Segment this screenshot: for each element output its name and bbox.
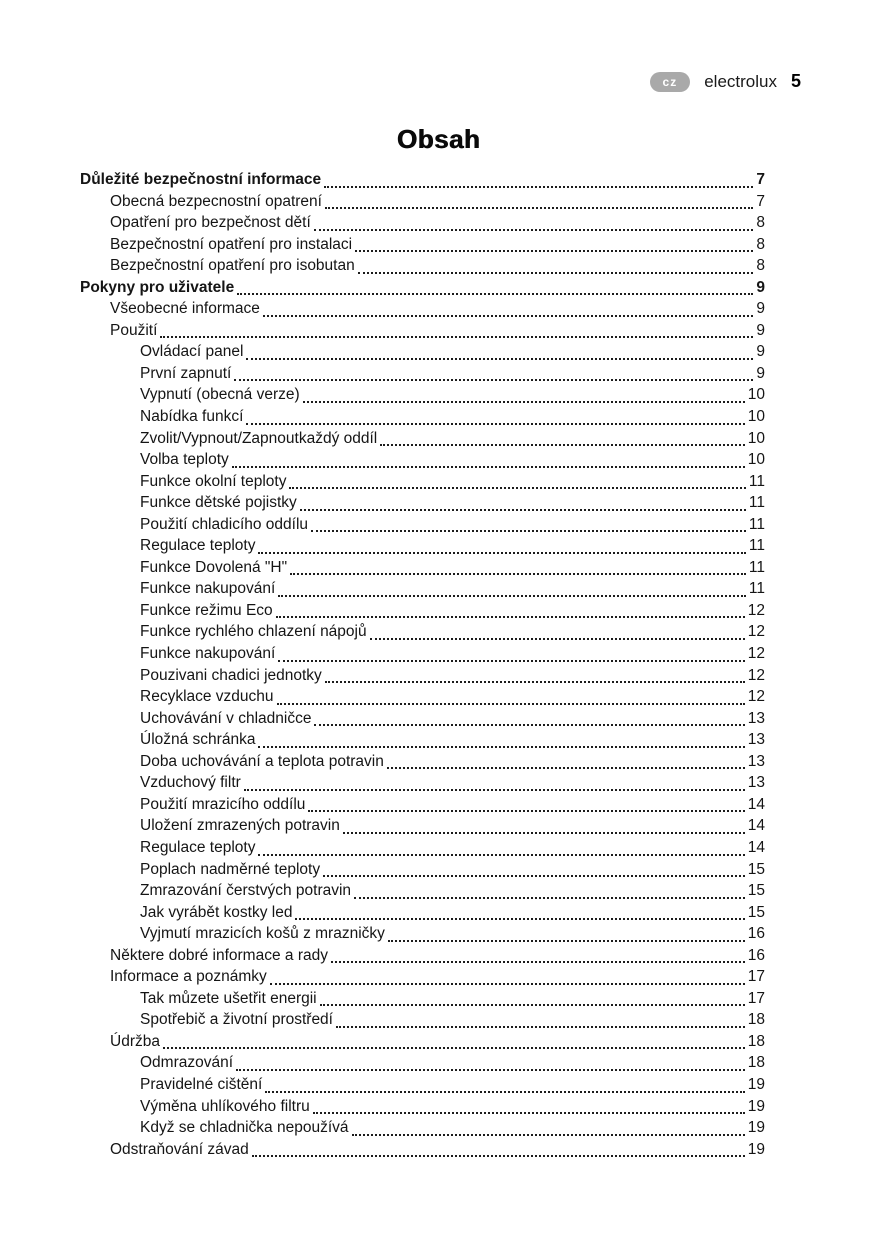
toc-entry-label: Funkce režimu Eco (140, 601, 273, 619)
toc-entry-label: Jak vyrábět kostky led (140, 903, 293, 921)
toc-entry-label: Funkce nakupování (140, 580, 276, 598)
toc-entry (80, 882, 765, 904)
toc-entry (80, 623, 765, 645)
toc-entry-page: 13 (747, 709, 765, 727)
dotted-leader (349, 1119, 748, 1141)
toc-entry (80, 365, 765, 387)
toc-entry-page: 8 (756, 257, 765, 275)
toc-entry-label: Pokyny pro uživatele (80, 278, 235, 296)
toc-entry (80, 645, 765, 667)
toc-entry (80, 516, 765, 538)
toc-entry-page: 9 (756, 343, 765, 361)
toc-entry-page: 8 (756, 214, 765, 232)
dotted-leader (249, 1141, 748, 1163)
dotted-leader (377, 430, 748, 452)
toc-entry (80, 386, 765, 408)
toc-entry-page: 19 (747, 1119, 765, 1137)
toc-entry-page: 16 (747, 925, 765, 943)
toc-entry-page: 10 (747, 451, 765, 469)
toc-entry-label: Poplach nadměrné teploty (140, 860, 321, 878)
dotted-leader (333, 1011, 748, 1033)
toc-entry-label: Nabídka funkcí (140, 408, 244, 426)
page-title: Obsah (396, 124, 481, 154)
toc-entry-page: 11 (748, 494, 765, 512)
toc-entry (80, 731, 765, 753)
toc-entry-page: 18 (747, 1054, 765, 1072)
dotted-leader (305, 796, 747, 818)
toc-entry-page: 12 (747, 666, 765, 684)
page-header (650, 71, 801, 92)
toc-entry-label: Spotřebič a životní prostředí (140, 1011, 333, 1029)
dotted-leader (328, 947, 748, 969)
toc-entry-label: Funkce dětské pojistky (140, 494, 297, 512)
toc-entry (80, 343, 765, 365)
dotted-leader (308, 516, 749, 538)
toc-entry-label: Vyjmutí mrazicích košů z mrazničky (140, 925, 385, 943)
brand-name: electrolux (704, 71, 777, 91)
toc-entry (80, 408, 765, 430)
toc-entry-page: 9 (756, 278, 765, 296)
toc-entry-page: 18 (747, 1011, 765, 1029)
dotted-leader (317, 990, 748, 1012)
toc-entry (80, 796, 765, 818)
toc-entry-label: Použití chladicího oddílu (140, 515, 309, 533)
dotted-leader (260, 300, 756, 322)
toc-entry (80, 602, 765, 624)
dotted-leader (311, 214, 757, 236)
toc-entry-label: Údržba (110, 1032, 160, 1050)
toc-entry (80, 1076, 765, 1098)
toc-entry-label: Výměna uhlíkového filtru (140, 1097, 310, 1115)
toc-entry (80, 559, 765, 581)
toc-entry-page: 9 (756, 321, 765, 339)
dotted-leader (275, 580, 749, 602)
dotted-leader (367, 623, 748, 645)
toc-entry-label: Pouzivani chadici jednotky (140, 666, 322, 684)
toc-entry (80, 904, 765, 926)
toc-entry-label: Volba teploty (140, 451, 229, 469)
toc-entry-label: Úložná schránka (140, 731, 256, 749)
toc-entry-label: Všeobecné informace (110, 300, 260, 318)
toc-entry (80, 214, 765, 236)
toc-entry (80, 861, 765, 883)
toc-entry-label: Funkce okolní teploty (140, 472, 287, 490)
dotted-leader (287, 559, 749, 581)
toc-entry (80, 990, 765, 1012)
toc-entry-label: Odstraňování závad (110, 1140, 249, 1158)
dotted-leader (322, 193, 756, 215)
toc-entry-page: 13 (747, 774, 765, 792)
toc-entry-label: Vzduchový filtr (140, 774, 241, 792)
toc-entry (80, 171, 765, 193)
toc-entry (80, 580, 765, 602)
dotted-leader (157, 322, 756, 344)
dotted-leader (243, 343, 756, 365)
toc-entry-page: 10 (747, 386, 765, 404)
toc-entry-label: Doba uchovávání a teplota potravin (140, 752, 384, 770)
toc-entry-page: 9 (756, 300, 765, 318)
toc-entry-page: 13 (747, 731, 765, 749)
toc-entry (80, 236, 765, 258)
toc-entry-page: 11 (748, 515, 765, 533)
toc-entry-page: 14 (747, 795, 765, 813)
toc-entry (80, 494, 765, 516)
toc-entry (80, 300, 765, 322)
dotted-leader (160, 1033, 748, 1055)
toc-entry-page: 14 (747, 838, 765, 856)
toc-entry (80, 1054, 765, 1076)
dotted-leader (384, 753, 748, 775)
toc-entry-page: 12 (747, 601, 765, 619)
toc-entry-page: 13 (747, 752, 765, 770)
toc-entry-label: Regulace teploty (140, 838, 256, 856)
toc-entry (80, 473, 765, 495)
toc-entry-label: Bezpečnostní opatření pro isobutan (110, 257, 355, 275)
toc-entry-page: 7 (756, 171, 765, 188)
dotted-leader (321, 171, 756, 193)
dotted-leader (351, 882, 748, 904)
dotted-leader (229, 451, 748, 473)
toc-entry-page: 17 (747, 968, 765, 986)
toc-entry-page: 14 (747, 817, 765, 835)
toc-entry-page: 11 (748, 472, 765, 490)
toc-entry-label: Regulace teploty (140, 537, 256, 555)
toc-entry-label: Použití mrazicího oddílu (140, 795, 306, 813)
toc-entry-label: Uchovávání v chladničce (140, 709, 312, 727)
toc-entry-page: 12 (747, 688, 765, 706)
toc-entry-label: Pravidelné cištění (140, 1075, 263, 1093)
toc-entry (80, 193, 765, 215)
dotted-leader (262, 1076, 747, 1098)
toc-entry-page: 12 (747, 645, 765, 663)
dotted-leader (352, 236, 756, 258)
toc-entry-label: Funkce Dovolená "H" (140, 558, 288, 576)
toc-entry-label: Informace a poznámky (110, 968, 267, 986)
language-badge: cz (650, 72, 691, 92)
dotted-leader (310, 1098, 748, 1120)
toc-entry-page: 7 (756, 192, 765, 210)
toc-entry (80, 1033, 765, 1055)
toc-entry-page: 19 (747, 1097, 765, 1115)
dotted-leader (385, 925, 748, 947)
dotted-leader (322, 667, 748, 689)
toc-entry (80, 1141, 765, 1163)
dotted-leader (273, 602, 748, 624)
dotted-leader (267, 968, 748, 990)
dotted-leader (292, 904, 747, 926)
toc-entry-label: Použití (110, 321, 158, 339)
dotted-leader (255, 537, 748, 559)
toc-entry (80, 667, 765, 689)
toc-entry (80, 925, 765, 947)
toc-entry-label: Opatření pro bezpečnost dětí (110, 214, 311, 232)
toc-entry (80, 839, 765, 861)
toc-entry-label: Některe dobré informace a rady (110, 946, 328, 964)
toc-entry-label: Funkce nakupování (140, 645, 276, 663)
page-number: 5 (790, 71, 801, 91)
toc-entry-label: Tak můzete ušetřit energii (140, 989, 317, 1007)
toc-entry-page: 11 (748, 558, 765, 576)
dotted-leader (233, 1054, 748, 1076)
dotted-leader (231, 365, 756, 387)
toc-entry-page: 19 (747, 1075, 765, 1093)
dotted-leader (300, 386, 748, 408)
toc-entry-label: Zvolit/Vypnout/Zapnoutkaždý oddíl (140, 429, 378, 447)
toc-entry-label: První zapnutí (140, 364, 232, 382)
toc-entry (80, 1098, 765, 1120)
dotted-leader (243, 408, 747, 430)
toc-entry-page: 15 (747, 860, 765, 878)
toc-entry-label: Vypnutí (obecná verze) (140, 386, 300, 404)
dotted-leader (255, 731, 747, 753)
toc-entry (80, 968, 765, 990)
toc-entry-page: 9 (756, 364, 765, 382)
toc-entry-label: Recyklace vzduchu (140, 688, 274, 706)
dotted-leader (234, 279, 756, 301)
toc-entry-label: Důležité bezpečnostní informace (80, 171, 322, 188)
toc-entry-page: 17 (747, 989, 765, 1007)
toc-entry-page: 11 (748, 537, 765, 555)
toc-entry-label: Zmrazování čerstvých potravin (140, 882, 352, 900)
toc-entry-page: 19 (747, 1140, 765, 1158)
toc-entry-label: Funkce rychlého chlazení nápojů (140, 623, 367, 641)
toc-entry-page: 11 (748, 580, 765, 598)
dotted-leader (274, 688, 748, 710)
toc-entry-label: Uložení zmrazených potravin (140, 817, 340, 835)
toc-entry-page: 8 (756, 235, 765, 253)
toc-entry-label: Odmrazování (140, 1054, 234, 1072)
toc-entry-label: Bezpečnostní opatření pro instalaci (110, 235, 353, 253)
toc-entry (80, 279, 765, 301)
toc-entry-page: 18 (747, 1032, 765, 1050)
dotted-leader (355, 257, 757, 279)
toc-entry-label: Když se chladnička nepoužívá (140, 1119, 349, 1137)
dotted-leader (311, 710, 747, 732)
toc-entry-page: 12 (747, 623, 765, 641)
dotted-leader (255, 839, 747, 861)
dotted-leader (241, 774, 748, 796)
table-of-contents (80, 171, 765, 1162)
toc-entry (80, 322, 765, 344)
toc-entry (80, 430, 765, 452)
toc-entry (80, 710, 765, 732)
toc-entry-label: Obecná bezpecnostní opatrení (110, 192, 322, 210)
toc-entry-label: Ovládací panel (140, 343, 244, 361)
dotted-leader (286, 473, 748, 495)
toc-entry (80, 451, 765, 473)
toc-entry (80, 817, 765, 839)
toc-entry (80, 688, 765, 710)
toc-entry-page: 15 (747, 903, 765, 921)
toc-entry-page: 10 (747, 429, 765, 447)
toc-entry-page: 10 (747, 408, 765, 426)
toc-entry-page: 16 (747, 946, 765, 964)
dotted-leader (340, 817, 748, 839)
toc-entry-page: 15 (747, 882, 765, 900)
dotted-leader (275, 645, 747, 667)
toc-entry (80, 753, 765, 775)
toc-entry (80, 947, 765, 969)
toc-entry (80, 1119, 765, 1141)
toc-entry (80, 774, 765, 796)
dotted-leader (320, 861, 748, 883)
toc-entry (80, 257, 765, 279)
dotted-leader (297, 494, 749, 516)
toc-entry (80, 537, 765, 559)
toc-entry (80, 1011, 765, 1033)
